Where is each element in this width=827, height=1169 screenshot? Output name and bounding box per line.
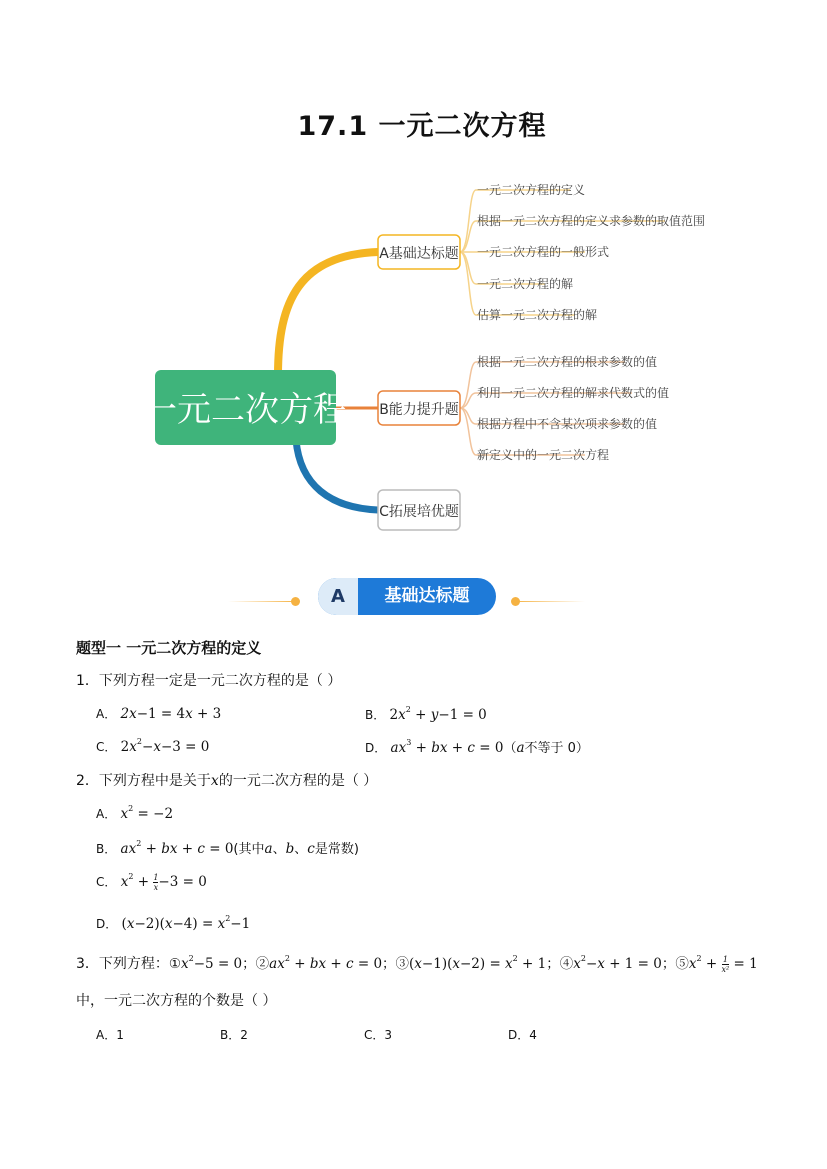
q1-option-c: C． $2x^2-x-3 = 0$: [96, 737, 210, 755]
mindmap-item: 根据一元二次方程的定义求参数的取值范围: [477, 214, 706, 228]
mindmap-node-b-label: B能力提升题: [379, 402, 459, 418]
page-title: 17.1 一元二次方程: [297, 111, 547, 142]
q2-option-a: A． $x^2 = -2$: [96, 804, 174, 822]
mindmap-node-c-label: C拓展培优题: [379, 504, 459, 520]
mindmap-item: 一元二次方程的解: [477, 277, 574, 291]
question-number: 2．: [76, 773, 99, 789]
question-number: 3．: [76, 956, 99, 972]
mindmap-item: 一元二次方程的一般形式: [477, 245, 610, 259]
q3-option-b: B．2: [220, 1028, 248, 1042]
banner-line-left: [228, 601, 296, 602]
q1-option-a: A． 2x−1 = 4x + 3: [96, 706, 222, 722]
mindmap-node-a-label: A基础达标题: [379, 246, 459, 262]
q1-option-d: D． $ax^3$ + bx + c = 0（a不等于 0）: [365, 738, 589, 756]
question-3: 3．下列方程：$①x^2-5 = 0$；$②ax^2$ + bx + c = 0；③(x−1)(x−2) = $x^2 + 1$；$④x^2-x + 1 = 0$；$⑤x^2$ + $\frac{1}{\text{x²}}$ = 1: [76, 954, 758, 974]
q2-option-d: D． $(x-2)(x-4) = x^2-1$: [96, 914, 251, 932]
mindmap-item: 估算一元二次方程的解: [477, 308, 598, 322]
mindmap-item: 一元二次方程的定义: [477, 183, 586, 197]
banner-line-right: [515, 601, 585, 602]
branch-a-connector: [278, 252, 378, 375]
q2-option-c: C． $x^2$ + $\frac{1}{x}$ −3 = 0: [96, 872, 207, 892]
section-banner-label: 基础达标题: [384, 586, 470, 606]
section-banner-letter: A: [318, 578, 358, 615]
banner-dot-right: [511, 597, 520, 606]
mind-map: [0, 0, 827, 560]
mindmap-item: 根据方程中不含某次项求参数的值: [477, 417, 658, 431]
mindmap-item: 利用一元二次方程的解求代数式的值: [477, 386, 670, 400]
branch-b-sub-connectors: [460, 362, 632, 455]
question-text: 下列方程一定是一元二次方程的是（ ）: [98, 673, 342, 689]
q3-option-a: A．1: [96, 1028, 124, 1042]
branch-c-connector: [296, 440, 378, 510]
question-2: 2．下列方程中是关于x的一元二次方程的是（ ）: [76, 773, 378, 789]
q2-option-b: B． $ax^2$ + bx + c = 0(其中a、b、c是常数): [96, 839, 359, 857]
mindmap-center-label: 一元二次方程: [143, 390, 347, 430]
q3-option-d: D．4: [508, 1028, 537, 1042]
mindmap-item: 新定义中的一元二次方程: [477, 448, 610, 462]
q3-option-c: C．3: [364, 1028, 393, 1042]
banner-dot-left: [291, 597, 300, 606]
mindmap-item: 根据一元二次方程的根求参数的值: [477, 355, 658, 369]
question-3-tail: 中，一元二次方程的个数是（ ）: [76, 993, 277, 1009]
question-1: [76, 670, 341, 690]
section-heading: 题型一 一元二次方程的定义: [76, 639, 262, 657]
q1-option-b: B． $2x^2 + y-1 = 0$: [365, 705, 487, 723]
question-number: 1．: [76, 673, 99, 689]
